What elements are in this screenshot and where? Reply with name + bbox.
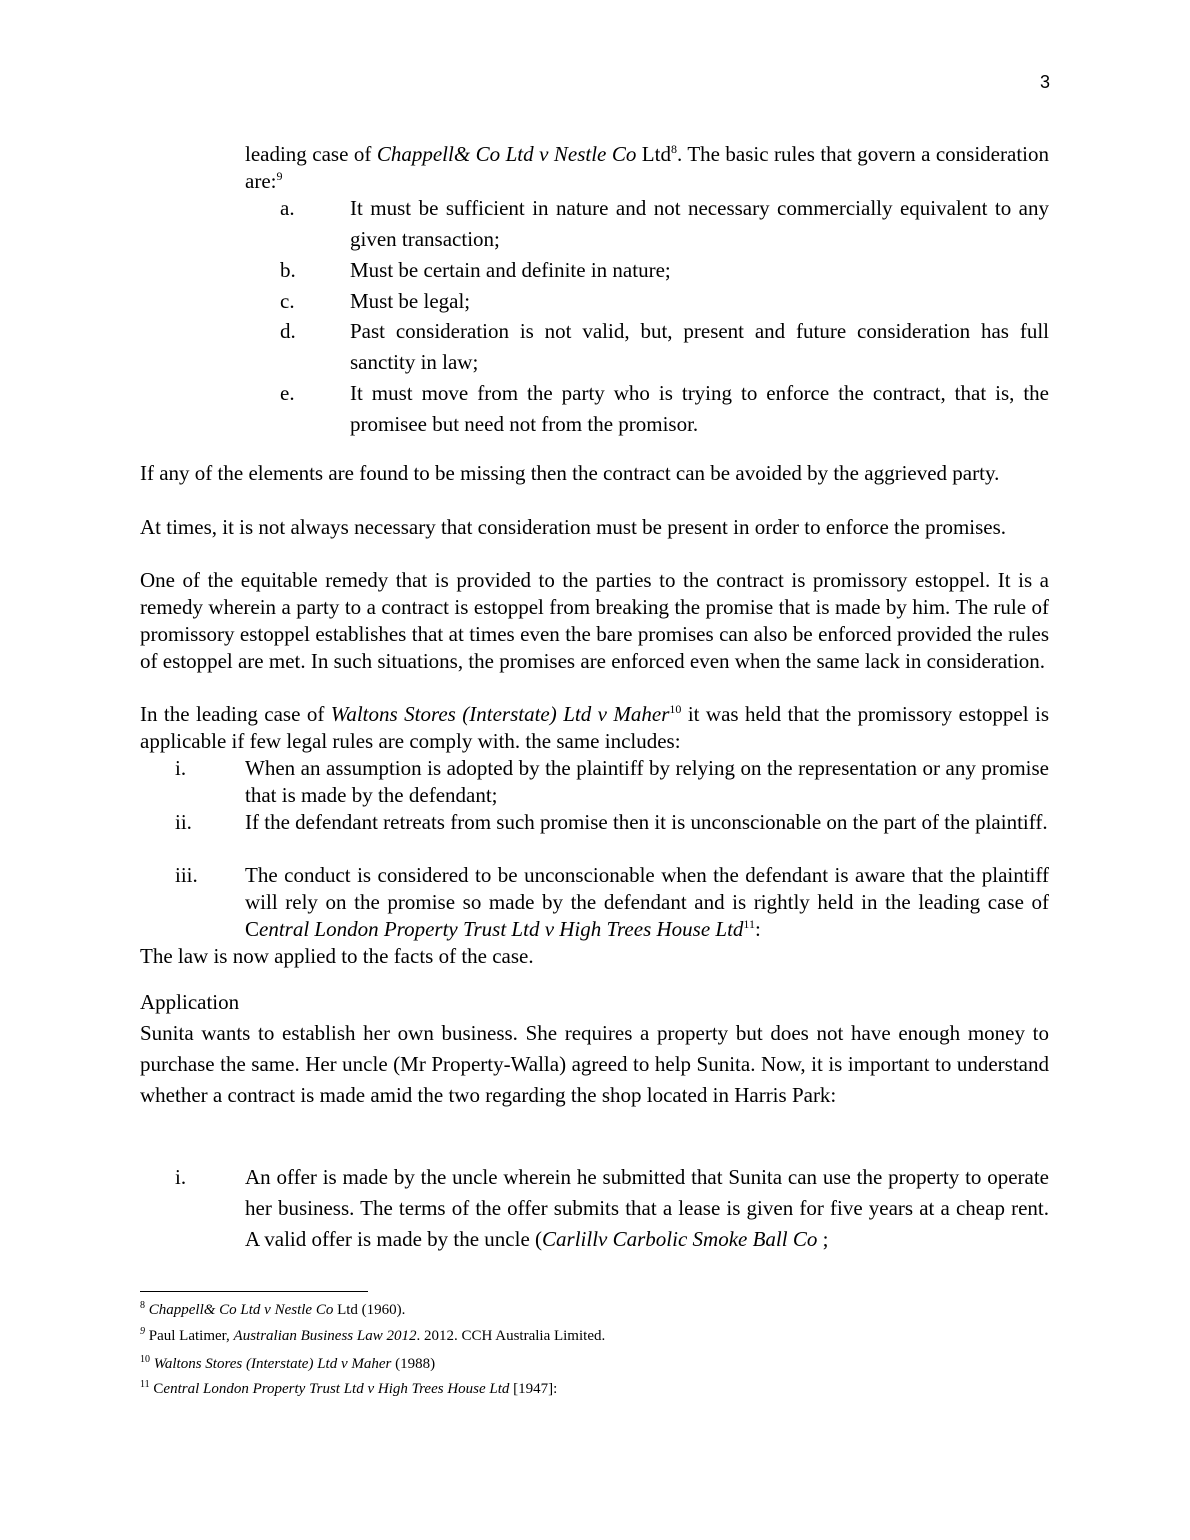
paragraph-promissory-estoppel: One of the equitable remedy that is provided to the parties to the contract is promissory estoppel. It is a remedy wherein a party to a contract is estoppel from breaking the promise that is made by him. The rule of promissory estoppel establishes that at times even the bare promises can also be enforced provided the rules of estoppel are met. In such situations, the promises are enforced even when the same lack in consideration. [140, 568, 1049, 673]
case-citation: Chappell& Co Ltd v Nestle Co [376, 142, 637, 166]
footnote-9: $^9$ Paul Latimer, Australian Business Law 2012. 2012. CCH Australia Limited. [140, 1326, 606, 1344]
footnote-ref: 11 [743, 917, 755, 931]
footnote-11: $^{11}$ Central London Property Trust Ltd v High Trees House Ltd [1947]: [140, 1379, 558, 1397]
paragraph-application: Sunita wants to establish her own business. She requires a property but does not have enough money to purchase the same. Her uncle (Mr Property-Walla) agreed to help Sunita. Now, it is important to understand whether a contract is made amid the two regarding the shop located in Harris Park: [140, 1021, 1049, 1107]
section-heading-application: Application [140, 990, 240, 1014]
footnote-ref: 9 [276, 169, 283, 183]
case-citation: entral London Property Trust Ltd v High Trees House Ltd [259, 917, 744, 941]
footnote-ref: 8 [670, 142, 677, 156]
footnote-ref: 10 [669, 702, 682, 716]
intro-paragraph: leading case of Chappell& Co Ltd v Nestle Co Ltd$^8$. The basic rules that govern a consideration are:$^9$ [245, 142, 1049, 193]
paragraph-waltons: In the leading case of Waltons Stores (Interstate) Ltd v Maher$^{10}$ it was held that the promissory estoppel is applicable if few legal rules are comply with. the same includes: [140, 702, 1050, 753]
page-number: 3 [1039, 72, 1050, 92]
footnote-separator [140, 1291, 368, 1292]
footnote-10: $^{10}$ Waltons Stores (Interstate) Ltd v Maher (1988) [140, 1354, 436, 1372]
paragraph-missing-elements: If any of the elements are found to be missing then the contract can be avoided by the aggrieved party. [140, 461, 1000, 485]
footnote-8: $^8$ Chappell& Co Ltd v Nestle Co Ltd (1960). [140, 1300, 406, 1318]
paragraph-applied: The law is now applied to the facts of the case. [140, 944, 534, 968]
case-citation: Waltons Stores (Interstate) Ltd v Maher [330, 702, 670, 726]
paragraph-consideration: At times, it is not always necessary that consideration must be present in order to enforce the promises. [140, 515, 1007, 539]
case-citation: Carlillv Carbolic Smoke Ball Co [542, 1227, 818, 1251]
